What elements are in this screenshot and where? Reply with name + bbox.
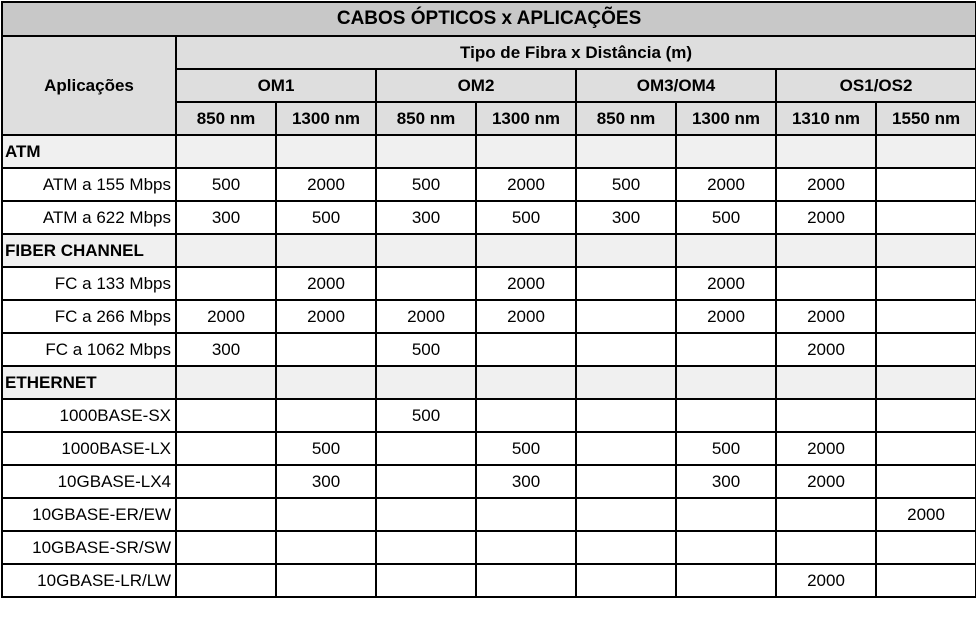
distance-cell xyxy=(876,564,976,597)
application-label: FC a 133 Mbps xyxy=(2,267,176,300)
distance-cell: 2000 xyxy=(676,267,776,300)
distance-cell xyxy=(176,531,276,564)
distance-cell xyxy=(176,432,276,465)
distance-cell xyxy=(576,531,676,564)
group-empty-cell xyxy=(376,234,476,267)
group-empty-cell xyxy=(176,366,276,399)
wavelength-header: 1550 nm xyxy=(876,102,976,135)
fiber-type-header: OS1/OS2 xyxy=(776,69,976,102)
distance-cell xyxy=(476,333,576,366)
distance-cell xyxy=(476,498,576,531)
wavelength-header: 1310 nm xyxy=(776,102,876,135)
group-row xyxy=(2,135,976,168)
group-empty-cell xyxy=(676,366,776,399)
distance-cell: 2000 xyxy=(276,300,376,333)
distance-cell xyxy=(876,432,976,465)
distance-cell: 2000 xyxy=(376,300,476,333)
distance-cell: 500 xyxy=(376,333,476,366)
application-label: 10GBASE-LR/LW xyxy=(2,564,176,597)
distance-cell: 300 xyxy=(676,465,776,498)
group-name: ATM xyxy=(2,135,176,168)
distance-cell: 500 xyxy=(376,168,476,201)
distance-cell xyxy=(176,267,276,300)
group-empty-cell xyxy=(276,366,376,399)
distance-cell: 500 xyxy=(376,399,476,432)
table-title: CABOS ÓPTICOS x APLICAÇÕES xyxy=(2,2,976,36)
distance-cell xyxy=(376,531,476,564)
distance-cell xyxy=(576,399,676,432)
distance-cell xyxy=(576,300,676,333)
distance-cell xyxy=(776,498,876,531)
table-row xyxy=(2,564,976,597)
distance-cell: 2000 xyxy=(476,300,576,333)
distance-cell: 2000 xyxy=(676,168,776,201)
distance-cell xyxy=(876,201,976,234)
group-name: FIBER CHANNEL xyxy=(2,234,176,267)
distance-cell: 300 xyxy=(376,201,476,234)
group-row xyxy=(2,366,976,399)
distance-cell: 2000 xyxy=(676,300,776,333)
group-row xyxy=(2,234,976,267)
application-label: 1000BASE-SX xyxy=(2,399,176,432)
group-empty-cell xyxy=(576,234,676,267)
fiber-type-distance-header: Tipo de Fibra x Distância (m) xyxy=(176,36,976,69)
distance-cell xyxy=(276,564,376,597)
group-empty-cell xyxy=(876,234,976,267)
distance-cell: 2000 xyxy=(776,201,876,234)
distance-cell xyxy=(876,465,976,498)
distance-cell: 300 xyxy=(476,465,576,498)
application-label: FC a 1062 Mbps xyxy=(2,333,176,366)
distance-cell xyxy=(576,432,676,465)
application-label: FC a 266 Mbps xyxy=(2,300,176,333)
table-row xyxy=(2,399,976,432)
distance-cell xyxy=(676,498,776,531)
group-empty-cell xyxy=(476,135,576,168)
table-row xyxy=(2,333,976,366)
distance-cell xyxy=(876,168,976,201)
distance-cell xyxy=(376,432,476,465)
table-row xyxy=(2,267,976,300)
fiber-applications-table xyxy=(1,1,976,598)
distance-cell xyxy=(176,399,276,432)
distance-cell xyxy=(376,564,476,597)
group-empty-cell xyxy=(176,234,276,267)
distance-cell xyxy=(576,465,676,498)
distance-cell: 500 xyxy=(276,432,376,465)
distance-cell xyxy=(876,267,976,300)
distance-cell xyxy=(476,564,576,597)
fiber-type-header: OM2 xyxy=(376,69,576,102)
distance-cell: 2000 xyxy=(776,564,876,597)
distance-cell: 2000 xyxy=(776,432,876,465)
table-row xyxy=(2,201,976,234)
distance-cell xyxy=(576,498,676,531)
table-row xyxy=(2,432,976,465)
distance-cell xyxy=(276,531,376,564)
distance-cell xyxy=(376,465,476,498)
distance-cell xyxy=(576,333,676,366)
group-name: ETHERNET xyxy=(2,366,176,399)
distance-cell xyxy=(176,564,276,597)
distance-cell xyxy=(676,333,776,366)
distance-cell xyxy=(876,300,976,333)
distance-cell: 500 xyxy=(676,432,776,465)
group-empty-cell xyxy=(276,135,376,168)
application-label: ATM a 622 Mbps xyxy=(2,201,176,234)
fiber-type-header: OM1 xyxy=(176,69,376,102)
distance-cell xyxy=(376,498,476,531)
group-empty-cell xyxy=(676,234,776,267)
group-empty-cell xyxy=(876,135,976,168)
wavelength-header: 850 nm xyxy=(176,102,276,135)
distance-cell xyxy=(476,399,576,432)
application-label: 10GBASE-LX4 xyxy=(2,465,176,498)
group-empty-cell xyxy=(376,366,476,399)
distance-cell: 300 xyxy=(276,465,376,498)
group-empty-cell xyxy=(776,366,876,399)
distance-cell: 500 xyxy=(176,168,276,201)
wavelength-header: 1300 nm xyxy=(676,102,776,135)
group-empty-cell xyxy=(476,234,576,267)
distance-cell: 2000 xyxy=(876,498,976,531)
distance-cell: 500 xyxy=(476,201,576,234)
distance-cell xyxy=(876,399,976,432)
distance-cell xyxy=(676,399,776,432)
table-row xyxy=(2,531,976,564)
distance-cell xyxy=(776,531,876,564)
application-label: ATM a 155 Mbps xyxy=(2,168,176,201)
distance-cell: 500 xyxy=(676,201,776,234)
distance-cell: 300 xyxy=(176,201,276,234)
distance-cell xyxy=(376,267,476,300)
wavelength-header: 1300 nm xyxy=(476,102,576,135)
distance-cell xyxy=(276,399,376,432)
wavelength-header: 850 nm xyxy=(376,102,476,135)
wavelength-header: 1300 nm xyxy=(276,102,376,135)
distance-cell: 500 xyxy=(276,201,376,234)
table-row xyxy=(2,498,976,531)
group-empty-cell xyxy=(776,234,876,267)
distance-cell xyxy=(576,267,676,300)
group-empty-cell xyxy=(476,366,576,399)
distance-cell: 2000 xyxy=(776,333,876,366)
applications-header: Aplicações xyxy=(2,36,176,135)
distance-cell: 300 xyxy=(176,333,276,366)
table-row xyxy=(2,168,976,201)
distance-cell xyxy=(276,498,376,531)
distance-cell: 300 xyxy=(576,201,676,234)
distance-cell xyxy=(176,465,276,498)
distance-cell xyxy=(776,267,876,300)
group-empty-cell xyxy=(576,366,676,399)
distance-cell xyxy=(676,564,776,597)
distance-cell xyxy=(476,531,576,564)
group-empty-cell xyxy=(376,135,476,168)
distance-cell: 500 xyxy=(576,168,676,201)
application-label: 1000BASE-LX xyxy=(2,432,176,465)
group-empty-cell xyxy=(576,135,676,168)
table-row xyxy=(2,300,976,333)
distance-cell xyxy=(676,531,776,564)
table-row xyxy=(2,465,976,498)
group-empty-cell xyxy=(776,135,876,168)
distance-cell xyxy=(776,399,876,432)
distance-cell xyxy=(876,531,976,564)
group-empty-cell xyxy=(676,135,776,168)
application-label: 10GBASE-ER/EW xyxy=(2,498,176,531)
distance-cell: 2000 xyxy=(176,300,276,333)
distance-cell: 2000 xyxy=(276,267,376,300)
distance-cell: 500 xyxy=(476,432,576,465)
group-empty-cell xyxy=(276,234,376,267)
group-empty-cell xyxy=(876,366,976,399)
distance-cell xyxy=(576,564,676,597)
distance-cell: 2000 xyxy=(776,300,876,333)
distance-cell: 2000 xyxy=(776,168,876,201)
distance-cell xyxy=(876,333,976,366)
fiber-type-header: OM3/OM4 xyxy=(576,69,776,102)
application-label: 10GBASE-SR/SW xyxy=(2,531,176,564)
wavelength-header: 850 nm xyxy=(576,102,676,135)
distance-cell: 2000 xyxy=(476,267,576,300)
distance-cell: 2000 xyxy=(276,168,376,201)
distance-cell xyxy=(276,333,376,366)
distance-cell: 2000 xyxy=(476,168,576,201)
distance-cell: 2000 xyxy=(776,465,876,498)
group-empty-cell xyxy=(176,135,276,168)
distance-cell xyxy=(176,498,276,531)
